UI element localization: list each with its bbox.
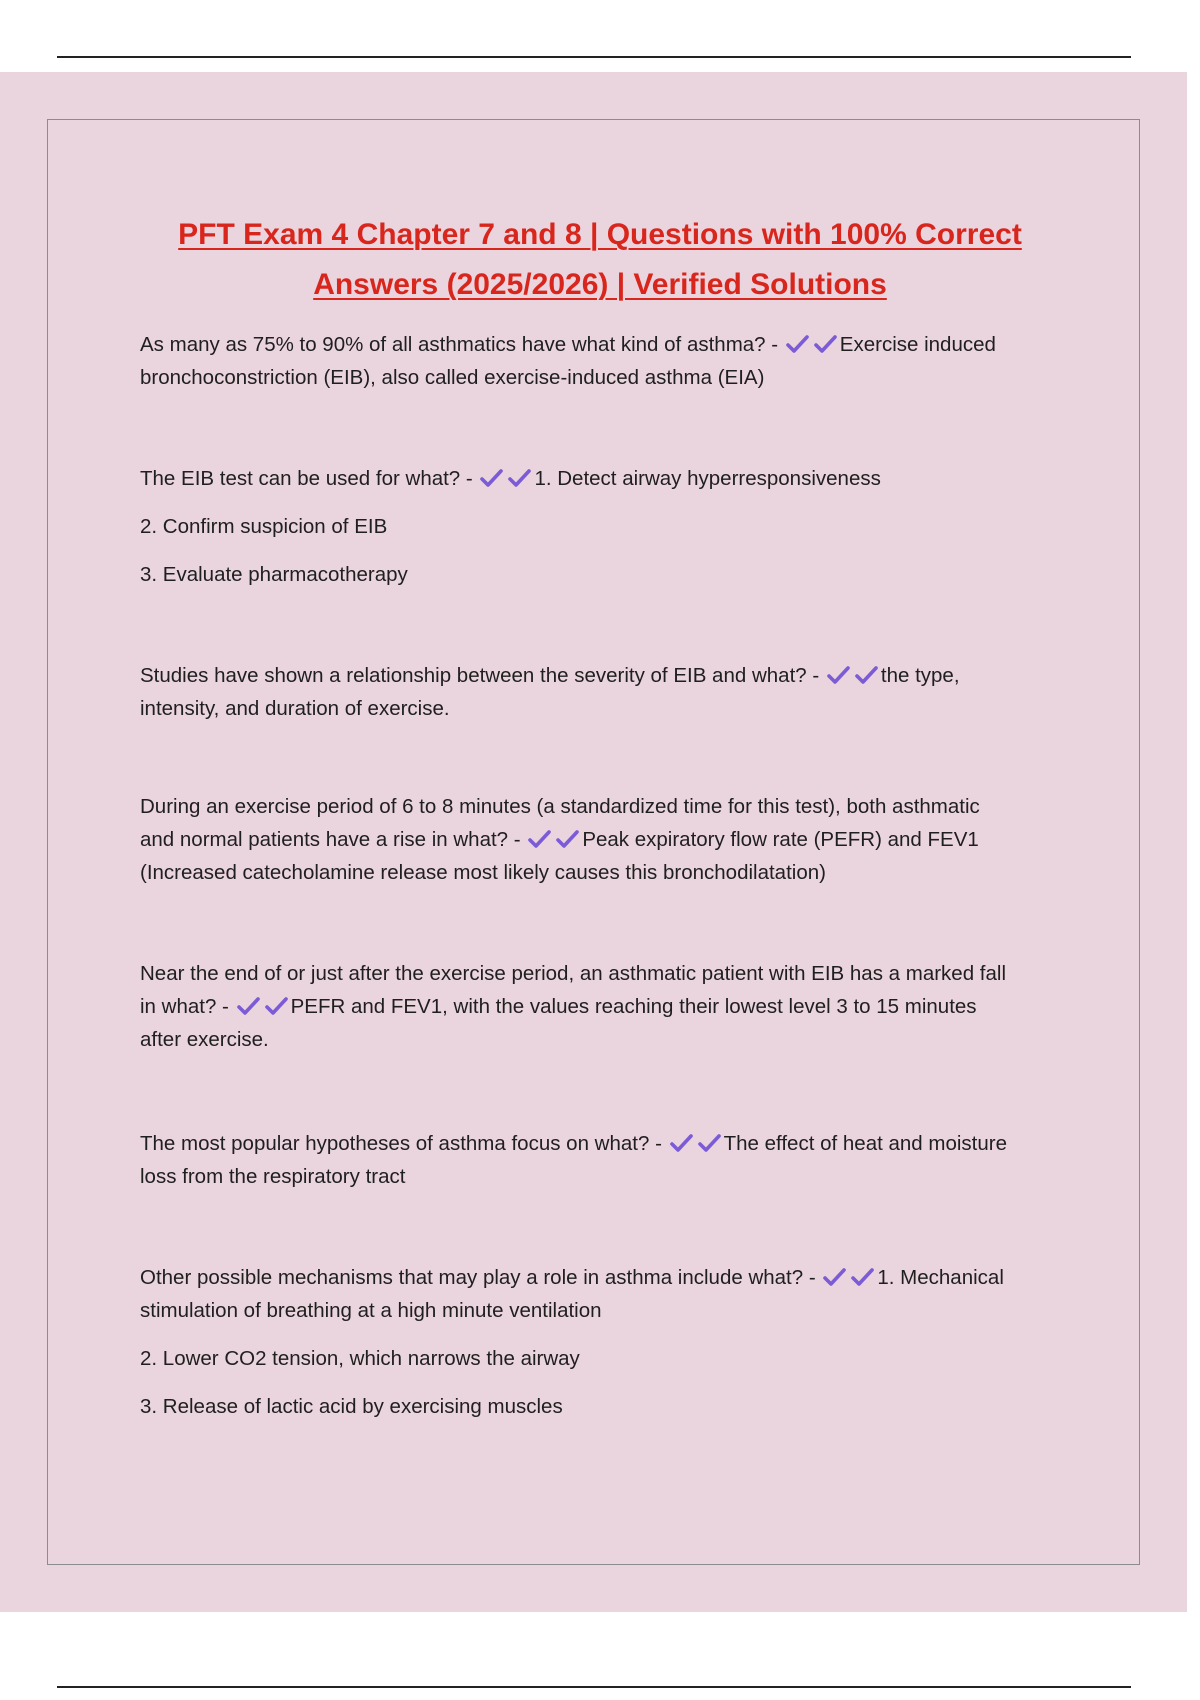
check-icon bbox=[263, 995, 291, 1017]
qa-item bbox=[140, 957, 1070, 1056]
question-text: Other possible mechanisms that may play a role in asthma include what? - bbox=[140, 1266, 816, 1289]
header-rule bbox=[57, 56, 1131, 58]
document-title bbox=[120, 210, 1080, 310]
answer-text: intensity, and duration of exercise. bbox=[140, 697, 450, 720]
answer-text: 1. Detect airway hyperresponsiveness bbox=[534, 467, 881, 490]
answer-text: Peak expiratory flow rate (PEFR) and FEV1 bbox=[582, 828, 979, 851]
answer-text: after exercise. bbox=[140, 1028, 269, 1051]
check-icon bbox=[825, 664, 853, 686]
qa-item bbox=[140, 462, 1070, 591]
question-text: and normal patients have a rise in what? - bbox=[140, 828, 521, 851]
question-text: The EIB test can be used for what? - bbox=[140, 467, 473, 490]
check-icon bbox=[696, 1132, 724, 1154]
answer-text: (Increased catecholamine release most likely causes this bronchodilatation) bbox=[140, 861, 826, 884]
answer-text: loss from the respiratory tract bbox=[140, 1165, 406, 1188]
check-icon bbox=[821, 1266, 849, 1288]
answer-text: stimulation of breathing at a high minute ventilation bbox=[140, 1299, 602, 1322]
check-icon bbox=[506, 467, 534, 489]
qa-item bbox=[140, 1127, 1070, 1193]
check-icon bbox=[668, 1132, 696, 1154]
answer-list-item: 3. Evaluate pharmacotherapy bbox=[140, 563, 408, 586]
footer-rule bbox=[57, 1686, 1131, 1688]
title-line-2: Answers (2025/2026) | Verified Solutions bbox=[313, 268, 887, 301]
check-icon bbox=[853, 664, 881, 686]
answer-text: 1. Mechanical bbox=[877, 1266, 1004, 1289]
title-line-1: PFT Exam 4 Chapter 7 and 8 | Questions with 100% Correct bbox=[178, 218, 1022, 251]
answer-text: The effect of heat and moisture bbox=[723, 1132, 1007, 1155]
check-icon bbox=[478, 467, 506, 489]
answer-text: bronchoconstriction (EIB), also called exercise-induced asthma (EIA) bbox=[140, 366, 765, 389]
answer-list-item: 3. Release of lactic acid by exercising muscles bbox=[140, 1395, 563, 1418]
question-text: As many as 75% to 90% of all asthmatics have what kind of asthma? - bbox=[140, 333, 779, 356]
answer-text: Exercise induced bbox=[839, 333, 996, 356]
answer-text: PEFR and FEV1, with the values reaching their lowest level 3 to 15 minutes bbox=[290, 995, 977, 1018]
answer-list-item: 2. Confirm suspicion of EIB bbox=[140, 515, 388, 538]
question-text: The most popular hypotheses of asthma focus on what? - bbox=[140, 1132, 662, 1155]
question-text: in what? - bbox=[140, 995, 229, 1018]
question-text: Studies have shown a relationship between the severity of EIB and what? - bbox=[140, 664, 820, 687]
check-icon bbox=[812, 333, 840, 355]
check-icon bbox=[554, 828, 582, 850]
qa-item bbox=[140, 659, 1070, 725]
check-icon bbox=[526, 828, 554, 850]
question-text: Near the end of or just after the exercise period, an asthmatic patient with EIB has a marked fall bbox=[140, 962, 1007, 985]
answer-text: the type, bbox=[880, 664, 960, 687]
qa-content bbox=[140, 328, 1070, 1423]
qa-item bbox=[140, 790, 1070, 889]
check-icon bbox=[235, 995, 263, 1017]
question-text: During an exercise period of 6 to 8 minutes (a standardized time for this test), both asthmatic bbox=[140, 795, 980, 818]
qa-item bbox=[140, 328, 1070, 394]
check-icon bbox=[849, 1266, 877, 1288]
check-icon bbox=[784, 333, 812, 355]
answer-list-item: 2. Lower CO2 tension, which narrows the airway bbox=[140, 1347, 580, 1370]
qa-item bbox=[140, 1261, 1070, 1423]
